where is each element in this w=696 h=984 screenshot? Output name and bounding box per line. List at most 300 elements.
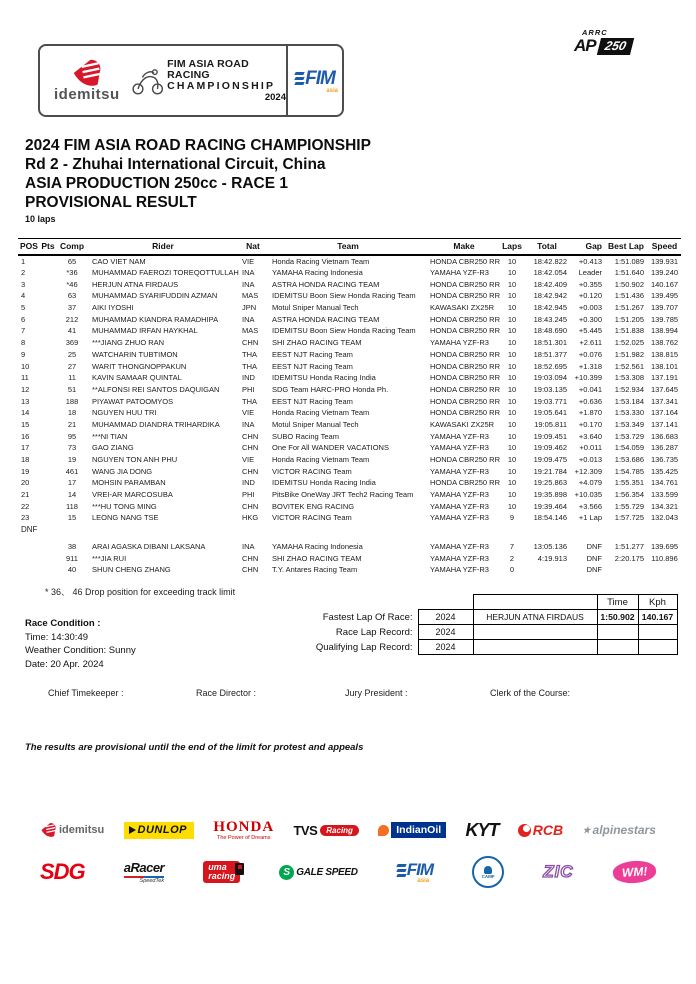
cell-speed: 138.101 [650, 361, 679, 371]
dnf-section-label: DNF [21, 525, 38, 535]
uma-flag-icon [235, 863, 244, 875]
camf-badge-logo: CAMF [472, 856, 504, 888]
cell-laps: 7 [509, 541, 515, 551]
cell-comp: 95 [67, 431, 77, 441]
records-time-header: Time [597, 595, 638, 610]
records-header-spacer [418, 595, 473, 610]
cell-nat: IND [242, 373, 255, 383]
cell-total: 18:54.146 [533, 513, 567, 523]
cell-speed: 137.191 [650, 373, 679, 383]
fim-logo [286, 46, 342, 115]
race-lap-record-time [597, 625, 638, 640]
race-director-label: Race Director : [196, 688, 257, 698]
cell-make: HONDA CBR250 RR [430, 361, 501, 371]
cell-comp: 51 [67, 384, 77, 394]
camf-emblem-icon [484, 866, 492, 874]
indianoil-logo: IndianOil [378, 822, 446, 838]
cell-nat: CHN [242, 466, 259, 476]
cell-pos: 8 [21, 338, 26, 348]
cell-pts [40, 360, 56, 372]
result-row [18, 489, 681, 501]
cell-pos: 1 [21, 256, 26, 266]
cell-comp: 21 [67, 419, 77, 429]
cell-laps: 10 [507, 256, 517, 266]
cell-rider: PIYAWAT PATOOMYOS [92, 396, 174, 406]
cell-team: Honda Racing Vietnam Team [272, 256, 370, 266]
cell-gap: +0.011 [579, 443, 602, 453]
result-row [18, 313, 681, 325]
cell-rider: MOHSIN PARAMBAN [92, 478, 166, 488]
cell-team: Honda Racing Vietnam Team [272, 455, 370, 465]
cell-pts [40, 442, 56, 454]
cell-team: T.Y. Antares Racing Team [272, 565, 358, 575]
cell-gap: +2.611 [579, 338, 602, 348]
cell-pos: 10 [21, 361, 30, 371]
cell-team: Motul Sniper Manual Tech [272, 419, 359, 429]
race-condition-date: Date: 20 Apr. 2024 [25, 658, 104, 670]
cell-pts [40, 278, 56, 290]
result-row [18, 407, 681, 419]
cell-comp: 38 [67, 541, 77, 551]
cell-best-lap: 1:56.354 [614, 490, 644, 500]
cell-pos: 6 [21, 314, 26, 324]
cell-pts [40, 500, 56, 512]
cell-gap: Leader [578, 268, 602, 278]
fim-wordmark: FIM [305, 67, 335, 89]
col-header-comp: Comp [56, 239, 88, 256]
fastest-lap-time: 1:50.902 [597, 610, 638, 625]
cell-nat: INA [242, 279, 255, 289]
col-header-pts: Pts [40, 239, 56, 256]
cell-nat: THA [242, 349, 257, 359]
cell-laps: 10 [507, 338, 517, 348]
honda-logo: HONDA The Power of Dreams [213, 819, 275, 841]
race-lap-record-label: Race Lap Record: [335, 626, 413, 638]
cell-pos: 17 [21, 443, 30, 453]
cell-total: 18:42.942 [533, 291, 567, 301]
cell-laps: 10 [507, 314, 517, 324]
cell-comp: 41 [67, 326, 77, 336]
records-kph-header: Kph [638, 595, 677, 610]
idemitsu-flame-icon [70, 58, 104, 88]
dnf-row [18, 564, 681, 576]
lap-records-table [300, 594, 678, 655]
championship-title-line2: CHAMPIONSHIP [167, 79, 276, 92]
cell-comp: 63 [67, 291, 77, 301]
cell-team: YAMAHA Racing Indonesia [272, 268, 363, 278]
cell-best-lap: 1:51.640 [614, 268, 644, 278]
cell-team: SDG Team HARC-PRO Honda Ph. [272, 384, 389, 394]
cell-make: YAMAHA YZF-R3 [430, 443, 489, 453]
cell-best-lap: 1:51.267 [614, 303, 644, 313]
race-condition-block [25, 617, 136, 671]
tvs-racing-logo: TVS Racing [293, 823, 358, 838]
race-lap-record-year: 2024 [418, 625, 473, 640]
cell-speed: 140.167 [650, 279, 679, 289]
fastest-lap-label: Fastest Lap Of Race: [322, 611, 413, 623]
cell-speed: 137.164 [650, 408, 679, 418]
result-row [18, 430, 681, 442]
cell-pts [40, 512, 56, 524]
cell-rider: MUHAMMAD DIANDRA TRIHARDIKA [92, 419, 220, 429]
col-header-make: Make [428, 239, 500, 256]
result-row [18, 302, 681, 314]
cell-speed: 134.761 [650, 478, 679, 488]
cell-comp: 18 [67, 408, 77, 418]
race-lap-record-kph [638, 625, 677, 640]
cell-pos: 12 [21, 384, 30, 394]
cell-gap: +10.035 [574, 490, 602, 500]
cell-total: 19:21.784 [533, 466, 567, 476]
sponsor-row-2 [40, 853, 656, 891]
results-header-row [18, 239, 681, 256]
fim-asia-label: asia [326, 87, 338, 94]
cell-make: HONDA CBR250 RR [430, 455, 501, 465]
idemitsu-flame-icon [40, 822, 57, 838]
cell-team: Honda Racing Vietnam Team [272, 408, 370, 418]
cell-total: 18:51.301 [533, 338, 567, 348]
cell-make: KAWASAKI ZX25R [430, 303, 495, 313]
qualifying-lap-record-label: Qualifying Lap Record: [315, 641, 413, 653]
cell-speed: 138.994 [650, 326, 679, 336]
cell-best-lap: 1:51.982 [614, 349, 644, 359]
cell-best-lap: 1:53.308 [614, 373, 644, 383]
cell-laps: 10 [507, 326, 517, 336]
cell-nat: VIE [242, 256, 255, 266]
class-badge-ap250 [574, 28, 664, 56]
cell-make: HONDA CBR250 RR [430, 349, 501, 359]
col-header-nat: Nat [238, 239, 268, 256]
col-header-team: Team [268, 239, 428, 256]
cell-make: HONDA CBR250 RR [430, 478, 501, 488]
cell-nat: MAS [242, 326, 259, 336]
cell-best-lap: 1:51.838 [614, 326, 644, 336]
cell-comp: 73 [67, 443, 77, 453]
fastest-lap-row [300, 610, 677, 625]
cell-gap: DNF [586, 553, 602, 563]
cell-comp: *46 [66, 279, 78, 289]
cell-pos: 3 [21, 279, 26, 289]
cell-best-lap: 1:51.205 [614, 314, 644, 324]
cell-laps: 9 [509, 513, 515, 523]
cell-best-lap: 1:51.277 [614, 541, 644, 551]
championship-title-line1: FIM ASIA ROAD RACING [167, 57, 249, 81]
cell-rider: NGUYEN HUU TRI [92, 408, 157, 418]
cell-nat: CHN [242, 443, 259, 453]
cell-rider: WANG JIA DONG [92, 466, 153, 476]
cell-total: 19:09.475 [533, 455, 567, 465]
cell-pts [40, 477, 56, 489]
aracer-speedtek-label: SpeedTek [139, 878, 165, 885]
cell-pts [40, 430, 56, 442]
cell-nat: HKG [242, 513, 259, 523]
cell-nat: PHI [242, 384, 255, 394]
cell-gap: DNF [586, 541, 602, 551]
cell-best-lap [604, 564, 648, 576]
records-header-spacer [300, 595, 418, 610]
cell-comp: 461 [65, 466, 79, 476]
title-round: Rd 2 - Zhuhai International Circuit, China [25, 156, 326, 173]
cell-speed: 138.762 [650, 338, 679, 348]
cell-rider: **ALFONSI REI SANTOS DAQUIGAN [92, 384, 220, 394]
cell-comp: 37 [67, 303, 77, 313]
results-body [18, 255, 681, 576]
cell-make: YAMAHA YZF-R3 [430, 541, 489, 551]
cell-pos: 2 [21, 268, 26, 278]
cell-team: IDEMITSU Boon Siew Honda Racing Team [272, 291, 416, 301]
provisional-note: The results are provisional until the end of the limit for protest and appeals [25, 742, 364, 753]
cell-pts [40, 465, 56, 477]
cell-make: HONDA CBR250 RR [430, 279, 501, 289]
jury-president-label: Jury President : [345, 688, 408, 698]
qualifying-lap-record-rider [473, 640, 597, 655]
cell-make: YAMAHA YZF-R3 [430, 501, 489, 511]
title-result-type: PROVISIONAL RESULT [25, 194, 197, 211]
uma-racing-logo: uma racing [203, 861, 240, 883]
col-header-laps: Laps [500, 239, 524, 256]
cell-gap: +3.640 [578, 431, 602, 441]
result-row [18, 512, 681, 524]
cell-laps: 10 [507, 466, 517, 476]
cell-pos [18, 552, 40, 564]
cell-pts [40, 419, 56, 431]
dunlop-arrow-icon [129, 826, 136, 834]
cell-make: YAMAHA YZF-R3 [430, 490, 489, 500]
cell-best-lap: 1:52.934 [614, 384, 644, 394]
cell-nat: IND [242, 478, 255, 488]
cell-pos: 21 [21, 490, 30, 500]
cell-best-lap: 1:55.729 [614, 501, 644, 511]
cell-best-lap: 1:51.089 [614, 256, 644, 266]
cell-pos: 19 [21, 466, 30, 476]
cell-laps: 10 [507, 303, 517, 313]
cell-total: 19:03.771 [533, 396, 567, 406]
cell-make: HONDA CBR250 RR [430, 291, 501, 301]
cell-team: VICTOR RACING Team [272, 466, 352, 476]
cell-team: IDEMITSU Honda Racing India [272, 373, 376, 383]
cell-make: YAMAHA YZF-R3 [430, 338, 489, 348]
cell-laps: 10 [507, 349, 517, 359]
cell-best-lap: 1:54.785 [614, 466, 644, 476]
cell-rider: ***HU TONG MING [92, 501, 157, 511]
cell-comp: 369 [65, 338, 79, 348]
cell-make: YAMAHA YZF-R3 [430, 553, 489, 563]
cell-nat: INA [242, 419, 255, 429]
cell-pts [40, 325, 56, 337]
cell-nat: THA [242, 361, 257, 371]
cell-gap: +1 Lap [578, 513, 602, 523]
arrc-logo [130, 59, 286, 103]
cell-total: 4:19.913 [537, 553, 567, 563]
cell-make: HONDA CBR250 RR [430, 314, 501, 324]
cell-nat: VIE [242, 408, 255, 418]
gale-speed-logo: S GALE SPEED [279, 865, 357, 880]
fastest-lap-year: 2024 [418, 610, 473, 625]
cell-make: YAMAHA YZF-R3 [430, 268, 489, 278]
cell-laps: 10 [507, 455, 517, 465]
cell-best-lap: 1:53.729 [614, 431, 644, 441]
cell-rider: SHUN CHENG ZHANG [92, 565, 171, 575]
cell-laps: 10 [507, 408, 517, 418]
cell-team: EEST NJT Racing Team [272, 349, 353, 359]
cell-team: One For All WANDER VACATIONS [272, 443, 389, 453]
alpinestars-logo: ★ alpinestars [582, 823, 656, 837]
cell-laps: 10 [507, 384, 517, 394]
cell-pts [40, 489, 56, 501]
idemitsu-wordmark: idemitsu [54, 86, 120, 103]
cell-pos: 4 [21, 291, 26, 301]
cell-nat: INA [242, 268, 255, 278]
cell-pts [40, 313, 56, 325]
cell-total: 18:42.054 [533, 268, 567, 278]
cell-speed [648, 564, 681, 576]
cell-pts [40, 541, 56, 553]
col-header-speed: Speed [648, 239, 681, 256]
cell-team: SHI ZHAO RACING TEAM [272, 553, 362, 563]
cell-gap: +10.399 [574, 373, 602, 383]
cell-speed: 137.341 [650, 396, 679, 406]
cell-rider: WARIT THONGNOPPAKUN [92, 361, 187, 371]
dnf-row [18, 552, 681, 564]
cell-speed: 110.896 [651, 553, 678, 563]
cell-gap: +0.076 [578, 349, 602, 359]
rcb-swoosh-icon [518, 824, 531, 837]
result-row [18, 372, 681, 384]
dnf-row [18, 541, 681, 553]
cell-pos: 9 [21, 349, 26, 359]
cell-rider: ***NI TIAN [92, 431, 128, 441]
cell-gap: +0.300 [578, 314, 602, 324]
cell-total: 19:35.898 [533, 490, 567, 500]
race-lap-record-rider [473, 625, 597, 640]
class-250-label: 250 [597, 38, 634, 55]
cell-gap: +5.445 [578, 326, 602, 336]
cell-best-lap: 1:57.725 [614, 513, 644, 523]
cell-rider: GAO ZIANG [92, 443, 134, 453]
cell-gap: +0.636 [578, 396, 602, 406]
clerk-of-course-label: Clerk of the Course: [490, 688, 571, 698]
sponsor-row-1 [40, 815, 656, 845]
cell-comp: 118 [66, 501, 78, 511]
cell-total: 19:05.811 [534, 419, 567, 429]
cell-comp: *36 [66, 268, 78, 278]
qualifying-lap-record-row [300, 640, 677, 655]
cell-best-lap: 1:53.184 [614, 396, 644, 406]
cell-make: YAMAHA YZF-R3 [430, 513, 489, 523]
cell-best-lap: 1:53.349 [614, 419, 644, 429]
cell-comp: 11 [68, 373, 76, 383]
cell-pos: 18 [21, 455, 30, 465]
cell-pts [40, 290, 56, 302]
cell-speed: 139.695 [650, 541, 679, 551]
cell-pos [18, 564, 40, 576]
motorcycle-icon [130, 66, 165, 96]
cell-total: 19:39.464 [533, 501, 567, 511]
cell-pos: 7 [21, 326, 26, 336]
cell-nat: CHN [242, 431, 259, 441]
gale-speed-s-icon: S [279, 865, 294, 880]
result-row [18, 325, 681, 337]
cell-rider: VREI-AR MARCOSUBA [92, 490, 173, 500]
cell-comp: 212 [65, 314, 79, 324]
result-row [18, 267, 681, 279]
result-row [18, 255, 681, 267]
race-condition-weather: Weather Condition: Sunny [25, 645, 136, 656]
cell-nat: THA [242, 396, 257, 406]
cell-laps: 10 [507, 490, 517, 500]
result-row [18, 454, 681, 466]
cell-rider: MUHAMMAD KIANDRA RAMADHIPA [92, 314, 219, 324]
kyt-logo: KYT [465, 819, 499, 840]
cell-speed: 136.287 [650, 443, 679, 453]
cell-pts [40, 552, 56, 564]
results-table [18, 238, 681, 576]
cell-best-lap: 1:53.686 [614, 455, 644, 465]
cell-laps: 10 [507, 361, 517, 371]
cell-pos: 5 [21, 303, 26, 313]
cell-rider: ***JIA RUI [92, 553, 127, 563]
cell-gap: DNF [586, 565, 602, 575]
cell-comp: 40 [67, 565, 77, 575]
cell-speed: 135.425 [650, 466, 679, 476]
sdg-logo: SDG [40, 859, 85, 884]
cell-laps: 10 [507, 396, 517, 406]
cell-laps: 10 [507, 478, 517, 488]
cell-rider: MUHAMMAD FAEROZI TOREQOTTULLAH [92, 268, 239, 278]
cell-comp: 25 [67, 349, 77, 359]
cell-nat: INA [242, 541, 255, 551]
cell-laps: 10 [507, 373, 517, 383]
cell-team: EEST NJT Racing Team [272, 361, 353, 371]
fastest-lap-kph: 140.167 [638, 610, 677, 625]
result-row [18, 337, 681, 349]
cell-total: 19:05.641 [533, 408, 567, 418]
cell-total: 18:52.695 [533, 361, 567, 371]
col-header-total: Total [524, 239, 570, 256]
fim-asia-label: asia [417, 878, 430, 884]
qualifying-lap-record-kph [638, 640, 677, 655]
cell-team: ASTRA HONDA RACING TEAM [272, 279, 380, 289]
cell-team: VICTOR RACING Team [272, 513, 352, 523]
cell-gap: +0.413 [578, 256, 602, 266]
cell-pts [40, 255, 56, 267]
cell-team: ASTRA HONDA RACING TEAM [272, 314, 380, 324]
qualifying-lap-record-time [597, 640, 638, 655]
cell-make: HONDA CBR250 RR [430, 396, 501, 406]
cell-laps: 10 [507, 501, 517, 511]
result-row [18, 500, 681, 512]
cell-make: HONDA CBR250 RR [430, 373, 501, 383]
cell-laps: 10 [507, 291, 517, 301]
cell-speed: 136.683 [650, 431, 679, 441]
cell-rider: MUHAMMAD SYARIFUDDIN AZMAN [92, 291, 218, 301]
cell-team: SUBO Racing Team [272, 431, 339, 441]
cell-laps: 10 [507, 279, 517, 289]
cell-rider: HERJUN ATNA FIRDAUS [92, 279, 179, 289]
result-row [18, 349, 681, 361]
cell-pts [40, 454, 56, 466]
cell-pts [40, 337, 56, 349]
idemitsu-logo [54, 58, 120, 103]
cell-make: HONDA CBR250 RR [430, 408, 501, 418]
cell-comp: 188 [65, 396, 79, 406]
cell-pos [18, 541, 40, 553]
cell-team: BOVITEK ENG RACING [272, 501, 355, 511]
chief-timekeeper-label: Chief Timekeeper : [48, 688, 124, 698]
cell-total: 19:09.451 [533, 431, 567, 441]
cell-make: HONDA CBR250 RR [430, 326, 501, 336]
penalty-footnote: * 36、 46 Drop position for exceeding track limit [45, 587, 236, 597]
